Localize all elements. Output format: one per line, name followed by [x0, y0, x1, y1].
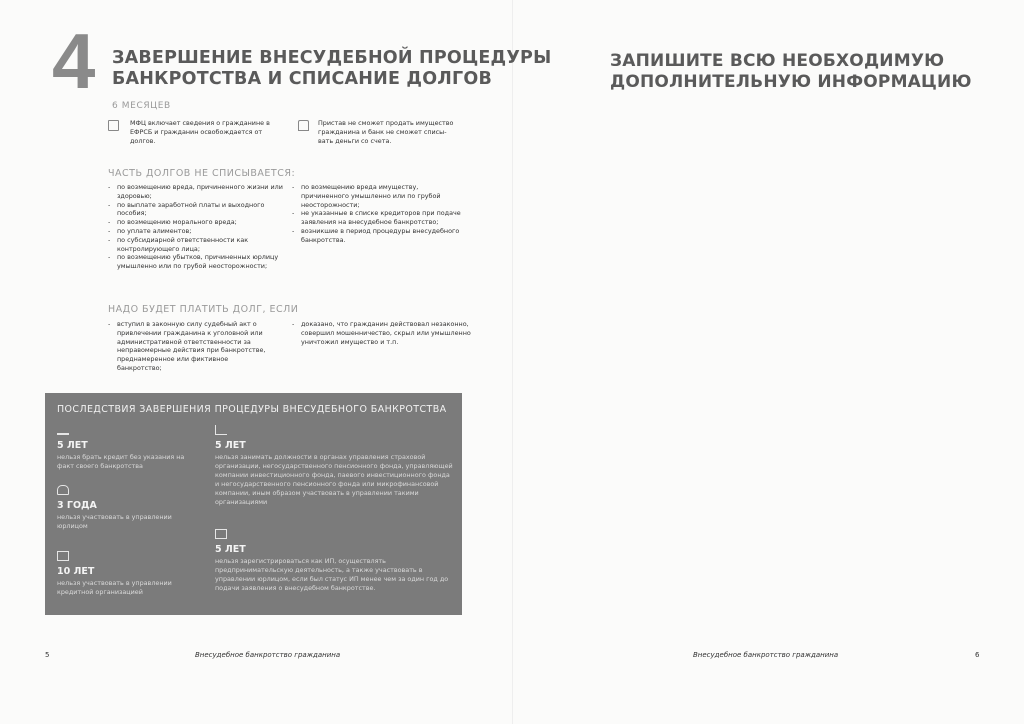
consequences-box: [45, 393, 462, 615]
page-fold: [512, 0, 513, 724]
consequence-item: [215, 425, 455, 507]
footer-title: Внесудебное банкротство гражданина: [693, 651, 839, 659]
page-title: [112, 48, 551, 90]
list-item: - по субсидиарной ответственности как контролирующего лица;: [108, 236, 283, 254]
section-heading: НАДО БУДЕТ ПЛАТИТЬ ДОЛГ, ЕСЛИ: [108, 304, 299, 315]
briefcase-icon: [57, 551, 69, 561]
consequence-period: 10 ЛЕТ: [57, 566, 95, 577]
footer-title: Внесудебное банкротство гражданина: [195, 651, 341, 659]
list-icon: [108, 120, 119, 131]
list-col1: [108, 320, 273, 373]
consequence-period: 5 ЛЕТ: [215, 544, 246, 555]
list-item: - по возмещению вреда имуществу, причиненного умышленно или по грубой неосторожности;: [292, 183, 467, 209]
list-item: - вступил в законную силу судебный акт о привлечении гражданина к уголовной или административной ответственности за неправомерные действия при банкротстве, преднамеренное или фиктивное банкротство;: [108, 320, 273, 373]
list-col2: [292, 183, 467, 245]
page-number: 5: [45, 651, 50, 659]
list-item: - по возмещению морального вреда;: [108, 218, 283, 227]
consequence-period: 5 ЛЕТ: [215, 440, 246, 451]
consequence-text: нельзя зарегистрироваться как ИП, осуществлять предпринимательскую деятельность, а также участвовать в управлении юрлицом, если был статус ИП менее чем за один год до подачи заявления о внесудебном банкротстве.: [215, 557, 449, 592]
consequences-heading: ПОСЛЕДСТВИЯ ЗАВЕРШЕНИЯ ПРОЦЕДУРЫ ВНЕСУДЕБНОГО БАНКРОТСТВА: [57, 404, 447, 415]
list-item: - по выплате заработной платы и выходного пособия;: [108, 201, 283, 219]
consequence-item: [57, 551, 197, 597]
title-line: ЗАВЕРШЕНИЕ ВНЕСУДЕБНОЙ ПРОЦЕДУРЫ: [112, 48, 552, 68]
period-label: 6 МЕСЯЦЕВ: [112, 101, 171, 111]
consequence-text: нельзя участвовать в управлении юрлицом: [57, 513, 172, 530]
list-col2: [292, 320, 472, 346]
id-card-icon: [215, 529, 227, 539]
person-icon: [57, 485, 69, 495]
consequence-period: 3 ГОДА: [57, 500, 97, 511]
list-item: - по возмещению вреда, причиненного жизни или здоровью;: [108, 183, 283, 201]
list-item: - не указанные в списке кредиторов при подаче заявления на внесудебное банкротство;: [292, 209, 467, 227]
info-text: МФЦ включает сведения о гражданине в ЕФРСБ и гражданин освобождается от долгов.: [130, 119, 270, 145]
consequence-item: [57, 425, 202, 471]
right-page-title: [610, 51, 972, 93]
info-text: Пристав не сможет продать имущество гражданина и банк не сможет списы-вать деньги со счета.: [318, 119, 454, 145]
list-item: - по уплате алиментов;: [108, 227, 283, 236]
title-line: ДОПОЛНИТЕЛЬНУЮ ИНФОРМАЦИЮ: [610, 72, 972, 92]
section-number: 4: [52, 17, 96, 105]
consequence-item: [57, 485, 177, 531]
consequence-period: 5 ЛЕТ: [57, 440, 88, 451]
list-item: - возникшие в период процедуры внесудебного банкротства.: [292, 227, 467, 245]
list-item: - доказано, что гражданин действовал незаконно, совершил мошенничество, скрыл или умышленно уничтожил имущество и т.п.: [292, 320, 472, 346]
money-hand-icon: [57, 425, 69, 435]
chart-icon: [215, 425, 227, 435]
consequence-item: [215, 529, 460, 593]
list-col1: [108, 183, 283, 271]
page-number: 6: [975, 651, 980, 659]
list-item: - по возмещению убытков, причиненных юрлицу умышленно или по грубой неосторожности;: [108, 253, 283, 271]
consequence-text: нельзя занимать должности в органах управления страховой организации, негосударственного пенсионного фонда, управляющей компании инвестиционного фонда, паевого инвестиционного фонда и негосударственного пенсионного фонда или микрофинансовой компании, иным образом участвовать в управлении такими организациями: [215, 453, 453, 506]
consequence-text: нельзя участвовать в управлении кредитной организацией: [57, 579, 172, 596]
title-line: БАНКРОТСТВА И СПИСАНИЕ ДОЛГОВ: [112, 69, 492, 89]
section-heading: ЧАСТЬ ДОЛГОВ НЕ СПИСЫВАЕТСЯ:: [108, 168, 296, 179]
house-icon: [298, 120, 309, 131]
consequence-text: нельзя брать кредит без указания на факт своего банкротства: [57, 453, 185, 470]
title-line: ЗАПИШИТЕ ВСЮ НЕОБХОДИМУЮ: [610, 51, 945, 71]
